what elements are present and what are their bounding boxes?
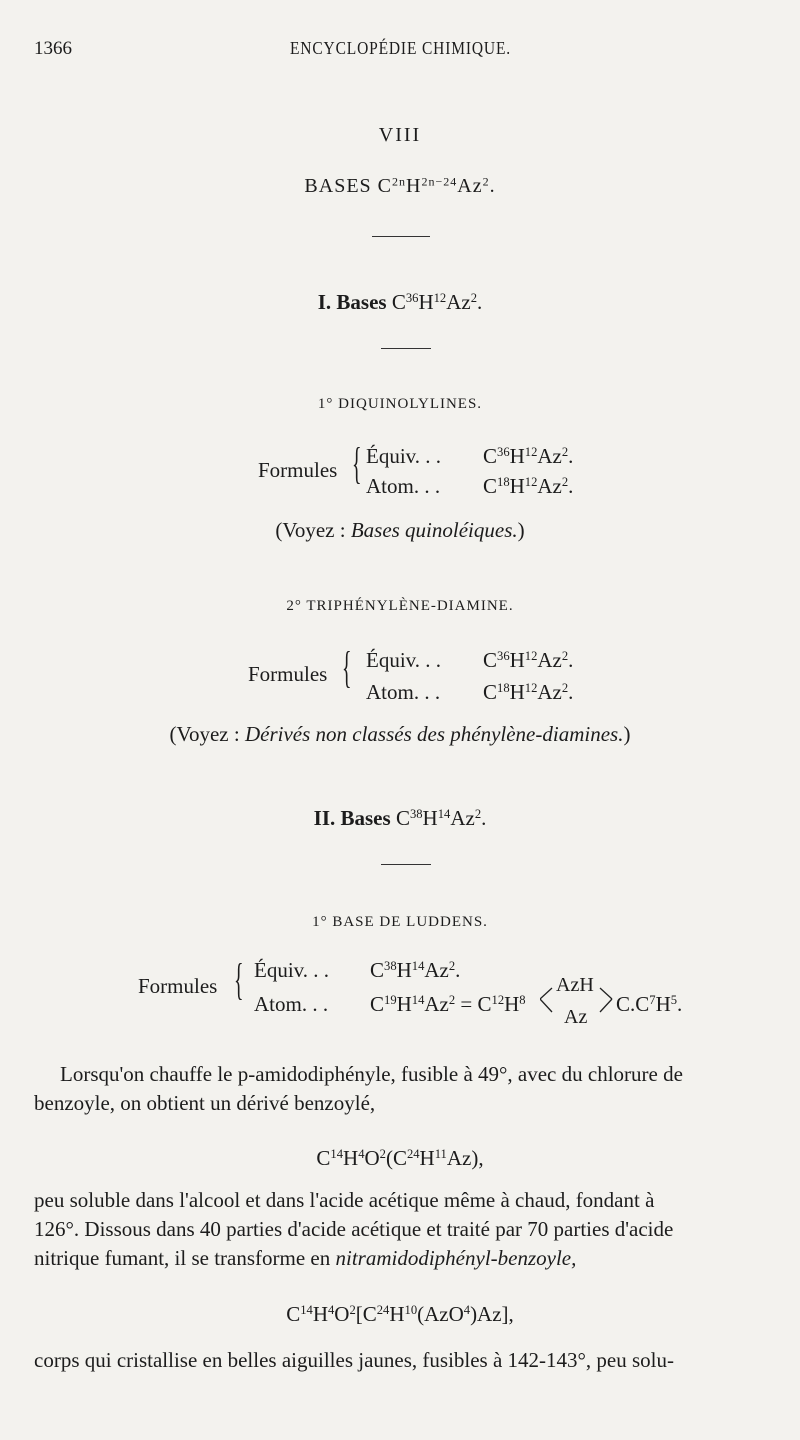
atom-label: Atom. . . — [366, 474, 441, 498]
entry-title: 1° BASE DE LUDDENS. — [312, 914, 488, 930]
formula-line: $C^{14}H^4O^2[C^{24}H^{10}(AzO^4)Az]$, — [286, 1302, 514, 1326]
text-line: nitrique fumant, il se transforme en nitramidodiphényl-benzoyle, — [34, 1246, 577, 1270]
text-line: 126°. Dissous dans 40 parties d'acide acétique et traité par 70 parties d'acide — [34, 1217, 674, 1241]
atom-formula: $C^{19}H^{14}Az^2 = C^{12}H^8$ — [370, 992, 526, 1016]
divider — [372, 236, 430, 237]
paragraph — [34, 1060, 774, 1118]
running-title: ENCYCLOPÉDIE CHIMIQUE. — [289, 38, 511, 58]
divider — [381, 864, 431, 865]
atom-label: Atom. . . — [254, 992, 329, 1016]
text-line: corps qui cristallise en belles aiguilles jaunes, fusibles à 142-143°, peu solu- — [34, 1348, 675, 1372]
equiv-label: Équiv. . . — [366, 648, 442, 672]
atom-formula: $C^{18}H^{12}Az^2$. — [483, 474, 574, 498]
formula-line: $C^{14}H^4O^2(C^{24}H^{11}Az)$, — [316, 1146, 484, 1170]
atom-lower-group: Az — [564, 1006, 588, 1028]
cross-reference: (Voyez : Dérivés non classés des phénylène-diamines.) — [169, 722, 631, 746]
brace: { — [234, 955, 244, 1004]
brace: { — [352, 439, 362, 488]
equiv-formula: $C^{36}H^{12}Az^2$. — [483, 444, 574, 468]
equiv-label: Équiv. . . — [366, 444, 442, 468]
section-heading: I. Bases $C^{36}H^{12}Az^2$. — [317, 290, 483, 314]
section-heading: II. Bases $C^{38}H^{14}Az^2$. — [313, 806, 487, 830]
formules-label: Formules — [258, 458, 338, 482]
cross-reference: (Voyez : Bases quinoléiques.) — [275, 518, 525, 542]
formules-label: Formules — [248, 662, 328, 686]
page-number: 1366 — [34, 38, 72, 59]
entry-title: 2° TRIPHÉNYLÈNE-DIAMINE. — [286, 598, 514, 614]
entry-title: 1° DIQUINOLYLINES. — [317, 396, 483, 412]
divider — [381, 348, 431, 349]
chapter-title: BASES $C^{2n}H^{2n-24}Az^2$. — [304, 174, 496, 197]
equiv-formula: $C^{38}H^{14}Az^2$. — [370, 958, 461, 982]
atom-right-group: $C.C^7H^5$. — [616, 992, 683, 1016]
atom-label: Atom. . . — [366, 680, 441, 704]
text-line: peu soluble dans l'alcool et dans l'acide acétique même à chaud, fondant à — [34, 1188, 655, 1212]
atom-formula: $C^{18}H^{12}Az^2$. — [483, 680, 574, 704]
formules-label: Formules — [138, 974, 218, 998]
paragraph — [34, 1186, 774, 1273]
brace: { — [342, 643, 352, 692]
text-line: Lorsqu'on chauffe le p-amidodiphényle, fusible à 49°, avec du chlorure de — [60, 1062, 683, 1086]
paragraph — [34, 1346, 774, 1375]
equiv-formula: $C^{36}H^{12}Az^2$. — [483, 648, 574, 672]
atom-upper-group: AzH — [556, 974, 594, 996]
chapter-number: VIII — [378, 124, 422, 146]
text-line: benzoyle, on obtient un dérivé benzoylé, — [34, 1091, 376, 1115]
equiv-label: Équiv. . . — [254, 958, 330, 982]
